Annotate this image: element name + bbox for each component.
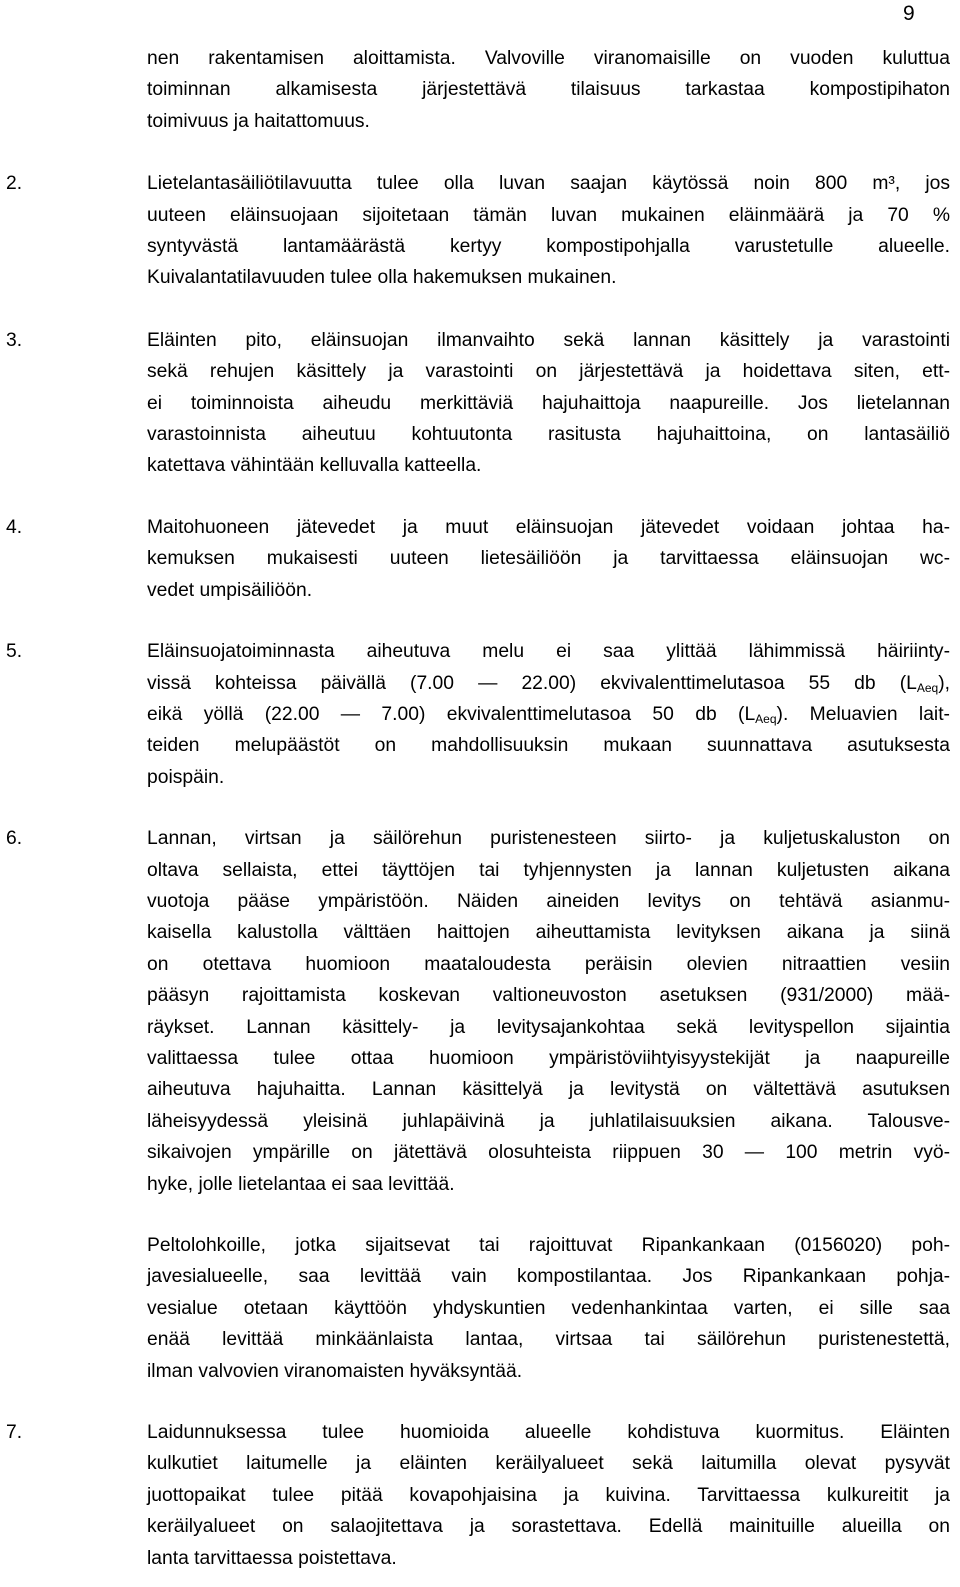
item-number: 2. — [6, 173, 23, 195]
item-line: räykset. Lannan käsittely- ja levitysajankohtaa sekä levityspellon sijaintia — [147, 1016, 950, 1038]
subscript: Aeq — [755, 711, 777, 726]
document-body — [6, 43, 950, 1574]
item-text: ), — [938, 672, 950, 694]
item-line: javesialueelle, saa levittää vain kompostilantaa. Jos Ripankankaan pohja- — [147, 1266, 950, 1288]
item-line: vedet umpisäiliöön. — [147, 579, 313, 601]
item-number: 3. — [6, 329, 23, 351]
item-line: vuotoja pääse ympäristöön. Näiden aineiden levitys on tehtävä asianmu- — [147, 890, 950, 912]
item-line: sikaivojen ympärille on jätettävä olosuhteista riippuen 30 — 100 metrin vyö- — [147, 1142, 950, 1164]
item-line: Lietelantasäiliötilavuutta tulee olla luvan saajan käytössä noin 800 m³, jos — [147, 173, 950, 195]
item-line: varastoinnista aiheutuu kohtuutonta rasitusta hajuhaittoina, on lantasäiliö — [147, 424, 950, 446]
item-number: 6. — [6, 828, 23, 850]
intro-line: toimivuus ja haitattomuus. — [147, 110, 370, 132]
intro-paragraph — [147, 43, 950, 137]
item-line: uuteen eläinsuojaan sijoitetaan tämän luvan mukainen eläinmäärä ja 70 % — [147, 204, 950, 226]
item-line: kaisella kalustolla välttäen haittojen aiheuttamista levityksen aikana ja siinä — [147, 922, 950, 944]
item-number: 4. — [6, 516, 23, 538]
list-item-2 — [6, 168, 950, 294]
item-line: poispäin. — [147, 766, 225, 788]
item-line: keräilyalueet on salaojitettava ja sorastettava. Edellä mainituille alueilla on — [147, 1516, 950, 1538]
item-line — [147, 668, 950, 699]
item-number: 7. — [6, 1422, 23, 1444]
item-line: ei toiminnoista aiheudu merkittäviä hajuhaittoja naapureille. Jos lietelannan — [147, 392, 950, 414]
item-line: kemuksen mukaisesti uuteen lietesäiliöön ja tarvittaessa eläinsuojan wc- — [147, 548, 950, 570]
item-line: oltava sellaista, ettei täyttöjen tai tyhjennysten ja lannan kuljetusten aikana — [147, 859, 950, 881]
item-line: läheisyydessä yleisinä juhlapäivinä ja juhlatilaisuuksien aikana. Talousve- — [147, 1110, 950, 1132]
list-item-5 — [6, 636, 950, 793]
item-line: katettava vähintään kelluvalla katteella. — [147, 455, 482, 477]
list-item-7 — [6, 1417, 950, 1574]
item-line: Lannan, virtsan ja säilörehun puristenesteen siirto- ja kuljetuskaluston on — [147, 828, 950, 850]
item-text: vissä kohteissa päivällä (7.00 — 22.00) ekvivalenttimelutasoa 55 db (L — [147, 672, 917, 694]
item-line: on otettava huomioon maataloudesta peräisin olevien nitraattien vesiin — [147, 953, 950, 975]
list-item-6-subparagraph — [147, 1230, 950, 1387]
item-line: vesialue otetaan käyttöön yhdyskuntien vedenhankintaa varten, ei sille saa — [147, 1297, 950, 1319]
intro-line: nen rakentamisen aloittamista. Valvoville viranomaisille on vuoden kuluttua — [147, 48, 950, 69]
page-number: 9 — [903, 2, 915, 25]
item-line: syntyvästä lantamäärästä kertyy kompostipohjalla varustetulle alueelle. — [147, 236, 950, 258]
item-line: hyke, jolle lietelantaa ei saa levittää. — [147, 1173, 455, 1195]
list-item-6 — [6, 823, 950, 1200]
subscript: Aeq — [916, 680, 939, 695]
item-line — [147, 699, 950, 730]
item-line: valittaessa tulee ottaa huomioon ympäristöviihtyisyystekijät ja naapureille — [147, 1047, 950, 1069]
item-text: ). Meluavien lait- — [776, 703, 950, 725]
item-line: kulkutiet laitumelle ja eläinten keräilyalueet sekä laitumilla olevat pysyvät — [147, 1453, 950, 1475]
item-line: aiheutuva hajuhaitta. Lannan käsittelyä ja levitystä on vältettävä asutuksen — [147, 1079, 950, 1101]
item-line: Maitohuoneen jätevedet ja muut eläinsuojan jätevedet voidaan johtaa ha- — [147, 516, 950, 538]
item-line: enää levittää minkäänlaista lantaa, virtsaa tai säilörehun puristenestettä, — [147, 1329, 950, 1351]
item-line: Kuivalantatilavuuden tulee olla hakemuksen mukainen. — [147, 267, 617, 289]
item-text: eikä yöllä (22.00 — 7.00) ekvivalenttimelutasoa 50 db (L — [147, 703, 756, 725]
item-line: ilman valvovien viranomaisten hyväksyntää. — [147, 1360, 523, 1382]
item-line: Laidunnuksessa tulee huomioida alueelle kohdistuva kuormitus. Eläinten — [147, 1422, 950, 1444]
item-line: teiden melupäästöt on mahdollisuuksin mukaan suunnattava asutuksesta — [147, 735, 950, 757]
item-line: pääsyn rajoittamista koskevan valtioneuvoston asetuksen (931/2000) mää- — [147, 985, 950, 1007]
item-line: Eläinsuojatoiminnasta aiheutuva melu ei saa ylittää lähimmissä häiriinty- — [147, 641, 950, 663]
item-line: sekä rehujen käsittely ja varastointi on järjestettävä ja hoidettava siten, ett- — [147, 361, 950, 383]
list-item-4 — [6, 512, 950, 606]
item-line: juottopaikat tulee pitää kovapohjaisina ja kuivina. Tarvittaessa kulkureitit ja — [147, 1484, 950, 1506]
item-line: lanta tarvittaessa poistettava. — [147, 1547, 397, 1569]
item-number: 5. — [6, 641, 23, 663]
list-item-3 — [6, 325, 950, 482]
intro-line: toiminnan alkamisesta järjestettävä tilaisuus tarkastaa kompostipihaton — [147, 79, 950, 101]
item-line: Peltolohkoille, jotka sijaitsevat tai rajoittuvat Ripankankaan (0156020) poh- — [147, 1235, 950, 1256]
item-line: Eläinten pito, eläinsuojan ilmanvaihto sekä lannan käsittely ja varastointi — [147, 329, 950, 351]
